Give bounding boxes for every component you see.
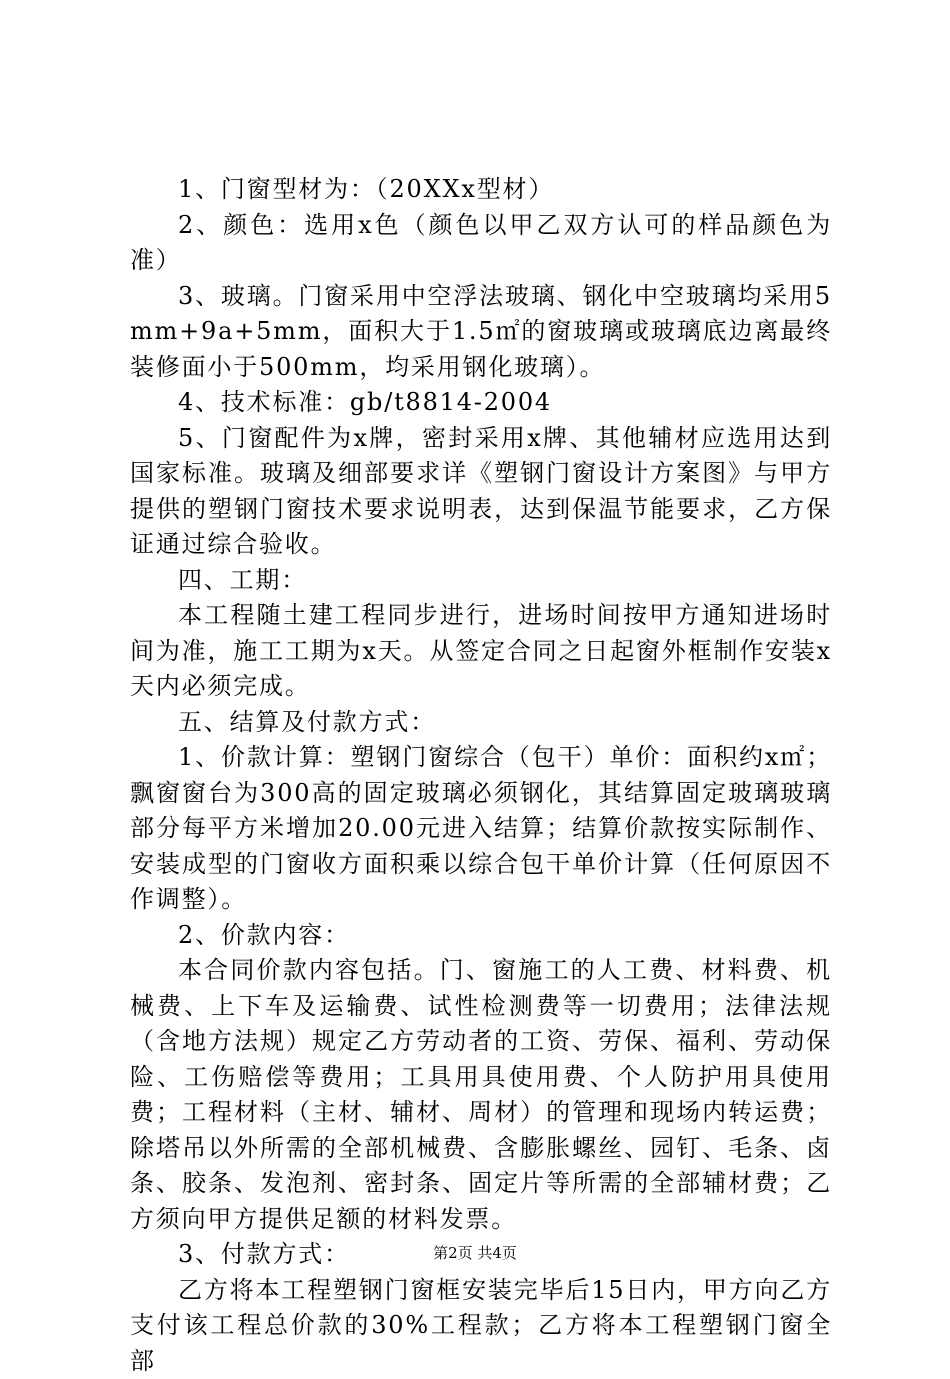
page-number-footer: 第2页 共4页 bbox=[0, 1243, 950, 1263]
paragraph-frame-material: 1、门窗型材为：（20XXx型材） bbox=[130, 172, 832, 208]
paragraph-payment-method: 乙方将本工程塑钢门窗框安装完毕后15日内，甲方向乙方支付该工程总价款的30%工程款；乙方将本工程塑钢门窗全部 bbox=[130, 1273, 832, 1379]
subheading-payment-method: 3、付款方式： bbox=[130, 1237, 832, 1273]
paragraph-price-calculation: 1、价款计算：塑钢门窗综合（包干）单价：面积约x㎡；飘窗窗台为300高的固定玻璃必须钢化，其结算固定玻璃玻璃部分每平方米增加20.00元进入结算；结算价款按实际制作、安装成型的门窗收方面积乘以综合包干单价计算（任何原因不作调整）。 bbox=[130, 740, 832, 918]
paragraph-schedule: 本工程随土建工程同步进行，进场时间按甲方通知进场时间为准，施工工期为x天。从签定合同之日起窗外框制作安装x天内必须完成。 bbox=[130, 598, 832, 705]
section-heading-settlement: 五、结算及付款方式： bbox=[130, 705, 832, 741]
section-heading-schedule: 四、工期： bbox=[130, 563, 832, 599]
paragraph-color: 2、颜色：选用x色（颜色以甲乙双方认可的样品颜色为准） bbox=[130, 208, 832, 279]
document-body bbox=[130, 172, 832, 1379]
paragraph-technical-standard: 4、技术标准：gb/t8814-2004 bbox=[130, 385, 832, 421]
subheading-price-content: 2、价款内容： bbox=[130, 918, 832, 954]
paragraph-price-content: 本合同价款内容包括。门、窗施工的人工费、材料费、机械费、上下车及运输费、试性检测费等一切费用；法律法规（含地方法规）规定乙方劳动者的工资、劳保、福利、劳动保险、工伤赔偿等费用；工具用具使用费、个人防护用具使用费；工程材料（主材、辅材、周材）的管理和现场内转运费；除塔吊以外所需的全部机械费、含膨胀螺丝、园钉、毛条、卤条、胶条、发泡剂、密封条、固定片等所需的全部辅材费；乙方须向甲方提供足额的材料发票。 bbox=[130, 953, 832, 1237]
paragraph-glass: 3、玻璃。门窗采用中空浮法玻璃、钢化中空玻璃均采用5mm+9a+5mm，面积大于1.5㎡的窗玻璃或玻璃底边离最终装修面小于500mm，均采用钢化玻璃）。 bbox=[130, 279, 832, 386]
paragraph-accessories: 5、门窗配件为x牌，密封采用x牌、其他辅材应选用达到国家标准。玻璃及细部要求详《塑钢门窗设计方案图》与甲方提供的塑钢门窗技术要求说明表，达到保温节能要求，乙方保证通过综合验收。 bbox=[130, 421, 832, 563]
